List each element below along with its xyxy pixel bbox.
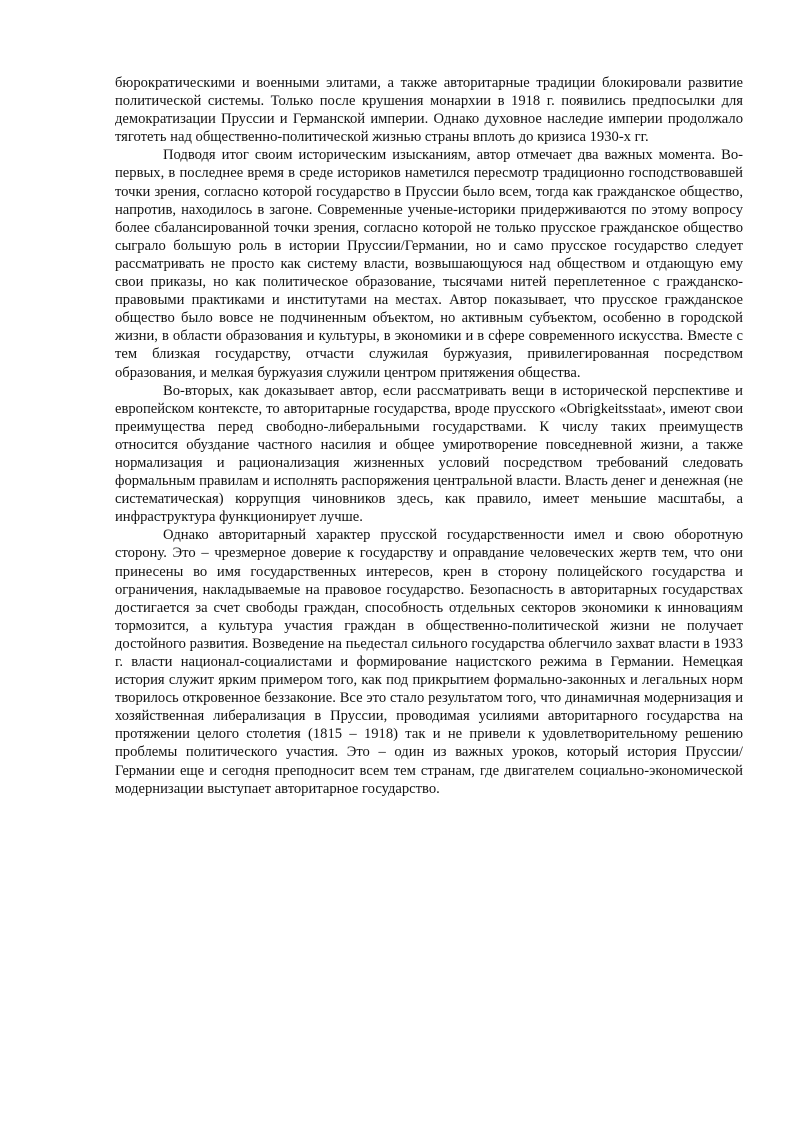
paragraph-2: Подводя итог своим историческим изысканиям, автор отмечает два важных момента. Во-первых, в последнее время в среде историков наметился пересмотр традиционно господствовавшей точки зрения, согласно которой государство в Пруссии было всем, тогда как гражданское общество, напротив, находилось в загоне. Современные ученые-историки придерживаются по этому вопросу более сбалансированной точки зрения, согласно которой не только прусское гражданское общество сыграло большую роль в истории Пруссии/Германии, но и само прусское государство следует рассматривать не просто как систему власти, возвышающуюся над обществом и отдающую ему свои приказы, но как политическое образование, тысячами нитей переплетенное с гражданско-правовыми практиками и институтами на местах. Автор показывает, что прусское гражданское общество было вовсе не подчиненным объектом, но активным субъектом, особенно в городской жизни, в области образования и культуры, в экономики и в сфере современного искусства. Вместе с тем близкая государству, отчасти служилая буржуазия, привилегированная посредством образования, и мелкая буржуазия служили центром притяжения общества. [115,147,743,381]
paragraph-3: Во-вторых, как доказывает автор, если рассматривать вещи в исторической перспективе и европейском контексте, то авторитарные государства, вроде прусского «Obrigkeitsstaat», имеют свои преимущества перед свободно-либеральными государствами. К числу таких преимуществ относится обуздание частного насилия и общее умиротворение повседневной жизни, а также нормализация и рационализация жизненных условий посредством требований следовать формальным правилам и исполнять распоряжения центральной власти. Власть денег и денежная (не систематическая) коррупция чиновников здесь, как правило, имеет меньшие масштабы, а инфраструктура функционирует лучше. [115,382,743,526]
paragraph-4: Однако авторитарный характер прусской государственности имел и свою оборотную сторону. Это – чрезмерное доверие к государству и оправдание человеческих жертв тем, что они принесены во имя государственных интересов, крен в сторону полицейского государства и ограничения, накладываемые на правовое государство. Безопасность в авторитарных государствах достигается за счет свободы граждан, способность отдельных секторов экономики к инновациям тормозится, а культура участия граждан в общественно-политической жизни не получает достойного развития. Возведение на пьедестал сильного государства облегчило захват власти в 1933 г. власти национал-социалистами и формирование нацистского режима в Германии. Немецкая история служит ярким примером того, как под прикрытием формально-законных и легальных норм творилось откровенное беззаконие. Все это стало результатом того, что динамичная модернизация и хозяйственная либерализация в Пруссии, проводимая усилиями авторитарного государства на протяжении целого столетия (1815 – 1918) так и не привели к удовлетворительному решению проблемы политического участия. Это – один из важных уроков, который история Пруссии/Германии еще и сегодня преподносит всем тем странам, где двигателем социально-экономической модернизации выступает авторитарное государство. [115,527,743,797]
document-page [115,74,743,798]
paragraph-1: бюрократическими и военными элитами, а также авторитарные традиции блокировали развитие политической системы. Только после крушения монархии в 1918 г. появились предпосылки для демократизации Пруссии и Германской империи. Однако духовное наследие империи продолжало тяготеть над общественно-политической жизнью страны вплоть до кризиса 1930-х гг. [115,75,743,146]
